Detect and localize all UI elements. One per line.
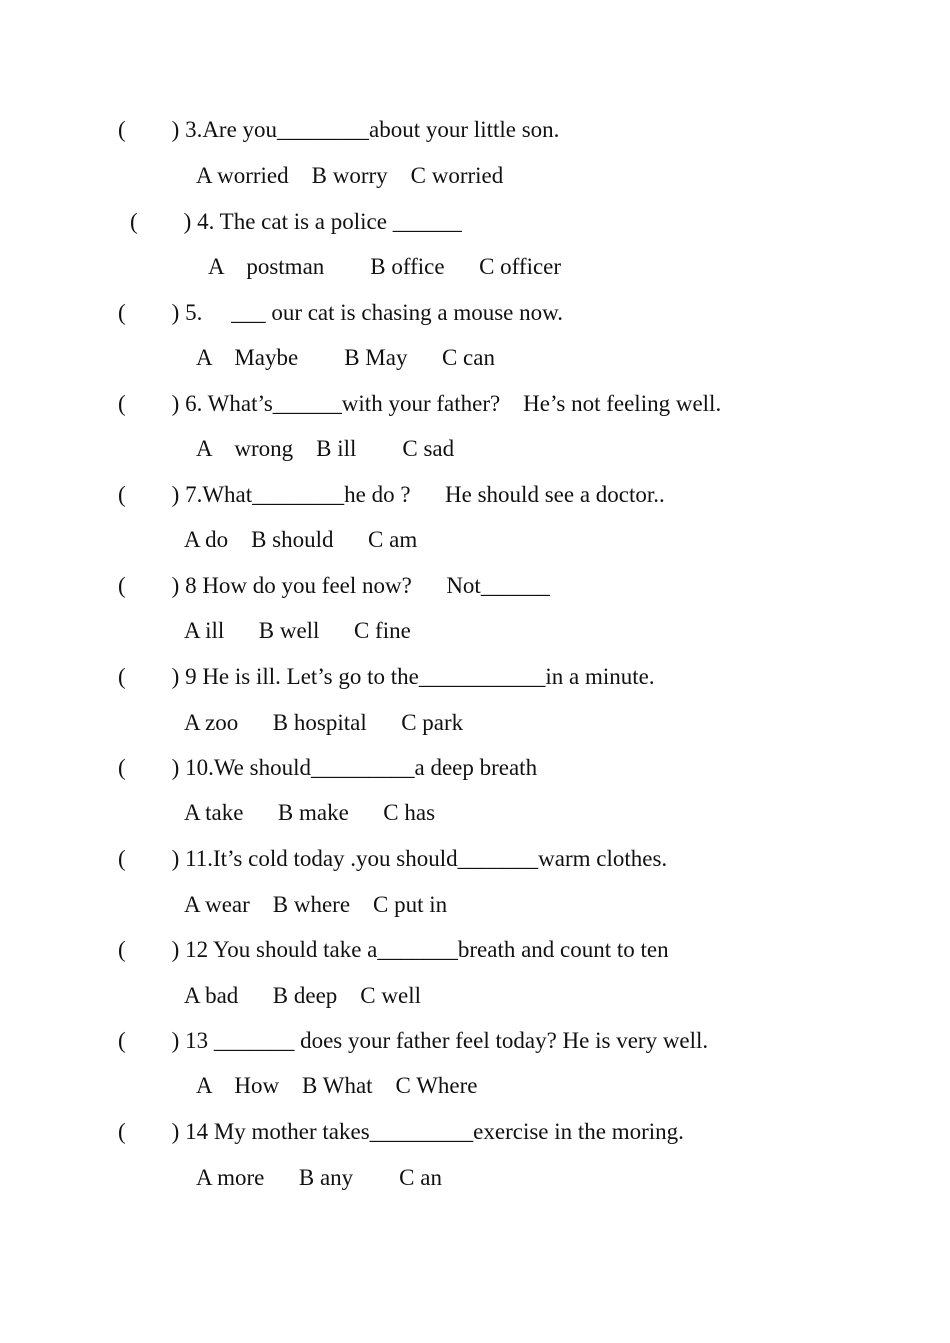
options-8: A ill B well C fine bbox=[184, 618, 411, 643]
question-4: ( ) 4. The cat is a police ______ bbox=[130, 209, 462, 234]
question-3: ( ) 3.Are you________about your little son. bbox=[118, 117, 560, 142]
options-13: A How B What C Where bbox=[196, 1073, 478, 1098]
options-11: A wear B where C put in bbox=[184, 892, 448, 917]
question-14: ( ) 14 My mother takes_________exercise in the moring. bbox=[118, 1119, 684, 1144]
question-7: ( ) 7.What________he do ? He should see a doctor.. bbox=[118, 482, 665, 507]
options-6: A wrong B ill C sad bbox=[196, 436, 455, 461]
options-4: A postman B office C officer bbox=[208, 254, 562, 279]
question-5: ( ) 5. ___ our cat is chasing a mouse now. bbox=[118, 300, 564, 325]
question-6: ( ) 6. What’s______with your father? He’s not feeling well. bbox=[118, 391, 722, 416]
question-13: ( ) 13 _______ does your father feel today? He is very well. bbox=[118, 1028, 709, 1053]
options-7: A do B should C am bbox=[184, 527, 418, 552]
options-9: A zoo B hospital C park bbox=[184, 710, 464, 735]
question-9: ( ) 9 He is ill. Let’s go to the___________in a minute. bbox=[118, 664, 655, 689]
options-10: A take B make C has bbox=[184, 800, 436, 825]
options-3: A worried B worry C worried bbox=[196, 163, 504, 188]
question-11: ( ) 11.It’s cold today .you should_______warm clothes. bbox=[118, 846, 668, 871]
options-5: A Maybe B May C can bbox=[196, 345, 495, 370]
options-12: A bad B deep C well bbox=[184, 983, 421, 1008]
question-12: ( ) 12 You should take a_______breath and count to ten bbox=[118, 937, 669, 962]
question-8: ( ) 8 How do you feel now? Not______ bbox=[118, 573, 550, 598]
question-10: ( ) 10.We should_________a deep breath bbox=[118, 755, 538, 780]
options-14: A more B any C an bbox=[196, 1165, 442, 1190]
